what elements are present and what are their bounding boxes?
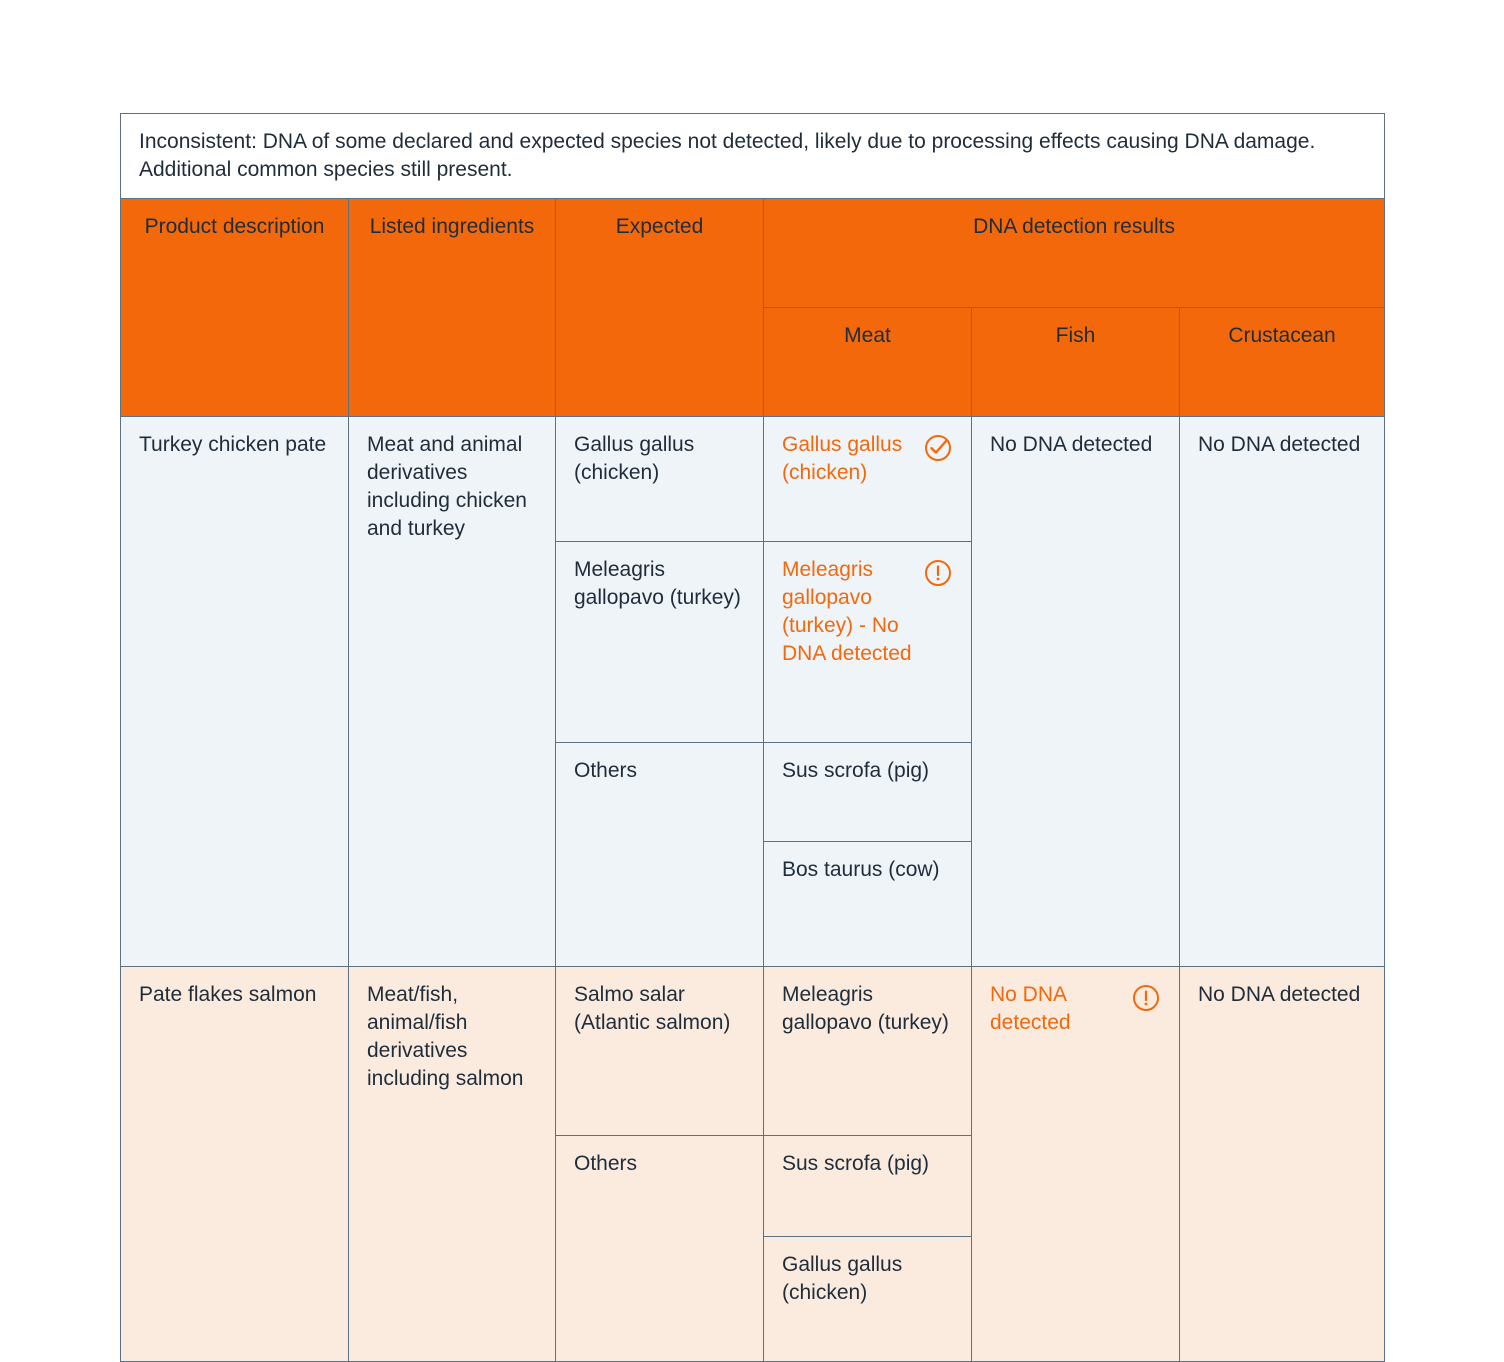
- exclamation-circle-icon: [1131, 983, 1161, 1013]
- header-crustacean: Crustacean: [1180, 307, 1385, 416]
- meat-result-cell: [764, 416, 972, 541]
- meat-result-value: Bos taurus (cow): [764, 841, 972, 966]
- expected-species-value: Others: [556, 742, 764, 966]
- listed-ingredients-value: Meat/fish, animal/fish derivatives including salmon: [349, 966, 556, 1361]
- meat-result-value: Sus scrofa (pig): [764, 1135, 972, 1236]
- expected-species-value: Others: [556, 1135, 764, 1361]
- header-row-top: [121, 198, 1385, 307]
- check-circle-icon: [923, 433, 953, 463]
- meat-result-value: Meleagris gallopavo (turkey): [764, 966, 972, 1135]
- exclamation-circle-icon: [923, 558, 953, 588]
- crustacean-result-value: No DNA detected: [1180, 416, 1385, 966]
- header-dna-detection-results: DNA detection results: [764, 198, 1385, 307]
- fish-result-value: No DNA detected: [990, 982, 1071, 1034]
- caption-text: Inconsistent: DNA of some declared and expected species not detected, likely due to processing effects causing DNA damage. Additional common species still present.: [121, 114, 1385, 199]
- dna-results-sheet: [120, 113, 1384, 1362]
- header-listed-ingredients: Listed ingredients: [349, 198, 556, 416]
- meat-result-value: Sus scrofa (pig): [764, 742, 972, 841]
- product-description-value: Turkey chicken pate: [121, 416, 349, 966]
- meat-result-value: Meleagris gallopavo (turkey) - No DNA detected: [782, 557, 912, 665]
- expected-species-value: Salmo salar (Atlantic salmon): [556, 966, 764, 1135]
- table-row: [121, 416, 1385, 541]
- fish-result-cell: [972, 966, 1180, 1361]
- listed-ingredients-value: Meat and animal derivatives including chicken and turkey: [349, 416, 556, 966]
- meat-result-value: Gallus gallus (chicken): [764, 1236, 972, 1361]
- fish-result-value: No DNA detected: [972, 416, 1180, 966]
- table-row: [121, 966, 1385, 1135]
- expected-species-value: Gallus gallus (chicken): [556, 416, 764, 541]
- product-description-value: Pate flakes salmon: [121, 966, 349, 1361]
- header-product-description: Product description: [121, 198, 349, 416]
- header-fish: Fish: [972, 307, 1180, 416]
- meat-result-value: Gallus gallus (chicken): [782, 432, 903, 484]
- expected-species-value: Meleagris gallopavo (turkey): [556, 541, 764, 742]
- header-expected: Expected: [556, 198, 764, 416]
- table-caption-row: [121, 114, 1385, 199]
- dna-results-table: [120, 113, 1385, 1362]
- crustacean-result-value: No DNA detected: [1180, 966, 1385, 1361]
- meat-result-cell: [764, 541, 972, 742]
- header-meat: Meat: [764, 307, 972, 416]
